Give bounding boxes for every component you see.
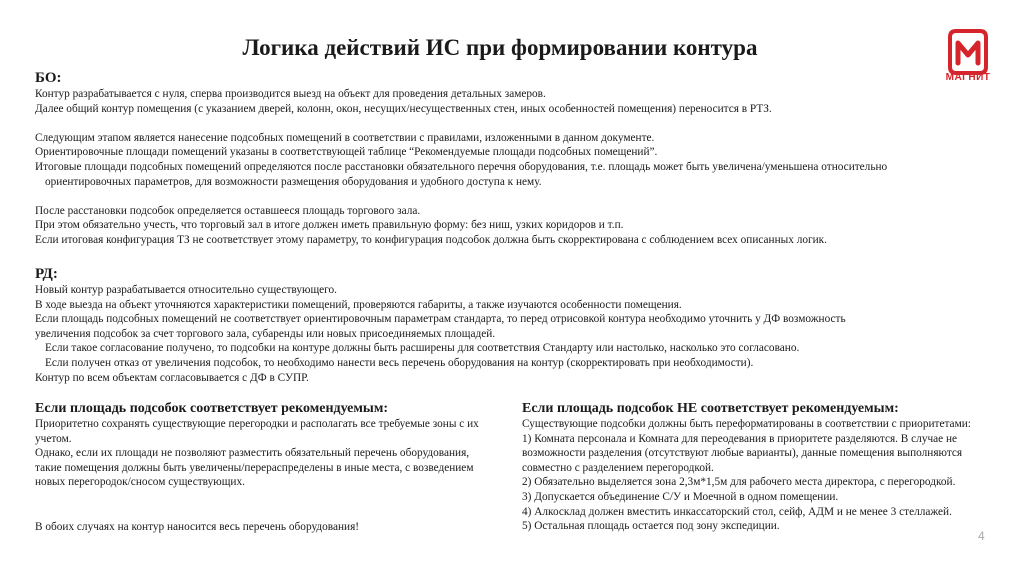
left-column-footer: В обоих случаях на контур наносится весь перечень оборудования! <box>35 521 360 533</box>
rd-line: Новый контур разрабатывается относительно существующего. <box>35 284 337 296</box>
bo-section <box>35 70 925 248</box>
rd-line: Если получен отказ от увеличения подсобок, то необходимо нанести весь перечень оборудования на контур (скорректировать при необходимости). <box>45 356 754 369</box>
right-column-line: 1) Комната персонала и Комната для переодевания в приоритете разделяются. В случае не <box>522 432 958 445</box>
page-title: Логика действий ИС при формировании контура <box>242 35 758 60</box>
left-column-line: Однако, если их площади не позволяют разместить обязательный перечень оборудования, <box>35 447 470 460</box>
left-column-line: Приоритетно сохранять существующие перегородки и располагать все требуемые зоны с их <box>35 418 479 430</box>
bo-line: ориентировочных параметров, для возможности размещения оборудования и удобного доступа к нему. <box>45 175 542 188</box>
left-column-line: учетом. <box>35 432 72 445</box>
page-number: 4 <box>978 529 985 543</box>
bo-line: При этом обязательно учесть, что торговый зал в итоге должен иметь правильную форму: без ниш, узких коридоров и т.п. <box>35 219 624 232</box>
rd-line: Если такое согласование получено, то подсобки на контуре должны быть расширены для соответствия Стандарту или настолько, насколько это согласовано. <box>45 342 800 355</box>
rd-line: В ходе выезда на объект уточняются характеристики помещений, проверяются габариты, а также изучаются особенности помещения. <box>35 298 682 311</box>
right-column-line: 2) Обязательно выделяется зона 2,3м*1,5м для рабочего места директора, с перегородкой. <box>522 476 956 489</box>
logo-text: МАГНИТ <box>945 72 991 83</box>
rd-section <box>35 266 925 385</box>
right-column-line: совместно с разделением перегородкой. <box>522 461 714 474</box>
rd-line: Контур по всем объектам согласовывается с ДФ в СУПР. <box>35 371 309 384</box>
bo-line: После расстановки подсобок определяется оставшееся площадь торгового зала. <box>35 204 421 217</box>
left-column-line: такие помещения должны быть увеличены/перераспределены в иные места, с возведением <box>35 461 474 474</box>
right-column-line: 5) Остальная площадь остается под зону экспедиции. <box>522 520 780 533</box>
left-column-line: новых перегородок/сносом существующих. <box>35 476 245 489</box>
bo-line: Следующим этапом является нанесение подсобных помещений в соответствии с правилами, изложенными в данном документе. <box>35 131 655 144</box>
rd-heading: РД: <box>35 266 58 282</box>
bo-line: Итоговые площади подсобных помещений определяются после расстановки обязательного перечня оборудования, т.е. площадь может быть увеличена/уменьшена относительно <box>35 160 888 173</box>
right-column-line: возможности разделения (отсутствуют любые варианты), данные помещения выполняются <box>522 447 963 460</box>
bo-heading: БО: <box>35 70 62 86</box>
right-column-line: 4) Алкосклад должен вместить инкассаторский стол, сейф, АДМ и не менее 3 стеллажей. <box>522 505 952 518</box>
right-column-line: Существующие подсобки должны быть переформатированы в соответствии с приоритетами: <box>522 418 971 430</box>
right-column <box>522 400 992 534</box>
bo-line: Ориентировочные площади помещений указаны в соответствующей таблице “Рекомендуемые площади подсобных помещений”. <box>35 146 658 159</box>
right-column-line: 3) Допускается объединение С/У и Моечной в одном помещении. <box>522 490 839 503</box>
bo-line: Если итоговая конфигурация ТЗ не соответствует этому параметру, то конфигурация подсобок должна быть скорректирована с соблюдением всех описанных логик. <box>35 233 827 246</box>
rd-line: увеличения подсобок за счет торгового зала, субаренды или новых присоединяемых площадей. <box>35 327 496 340</box>
left-column <box>35 400 500 490</box>
left-column-heading: Если площадь подсобок соответствует рекомендуемым: <box>35 401 389 416</box>
right-column-heading: Если площадь подсобок НЕ соответствует рекомендуемым: <box>522 401 899 416</box>
bo-line: Контур разрабатывается с нуля, сперва производится выезд на объект для проведения детальных замеров. <box>35 88 546 100</box>
bo-line: Далее общий контур помещения (с указанием дверей, колонн, окон, несущих/несущественных стен, иных особенностей помещения) переносится в РТЗ. <box>35 102 772 115</box>
rd-line: Если площадь подсобных помещений не соответствует ориентировочным параметрам стандарта, то перед отрисовкой контура необходимо уточнить у ДФ возможность <box>35 313 846 326</box>
